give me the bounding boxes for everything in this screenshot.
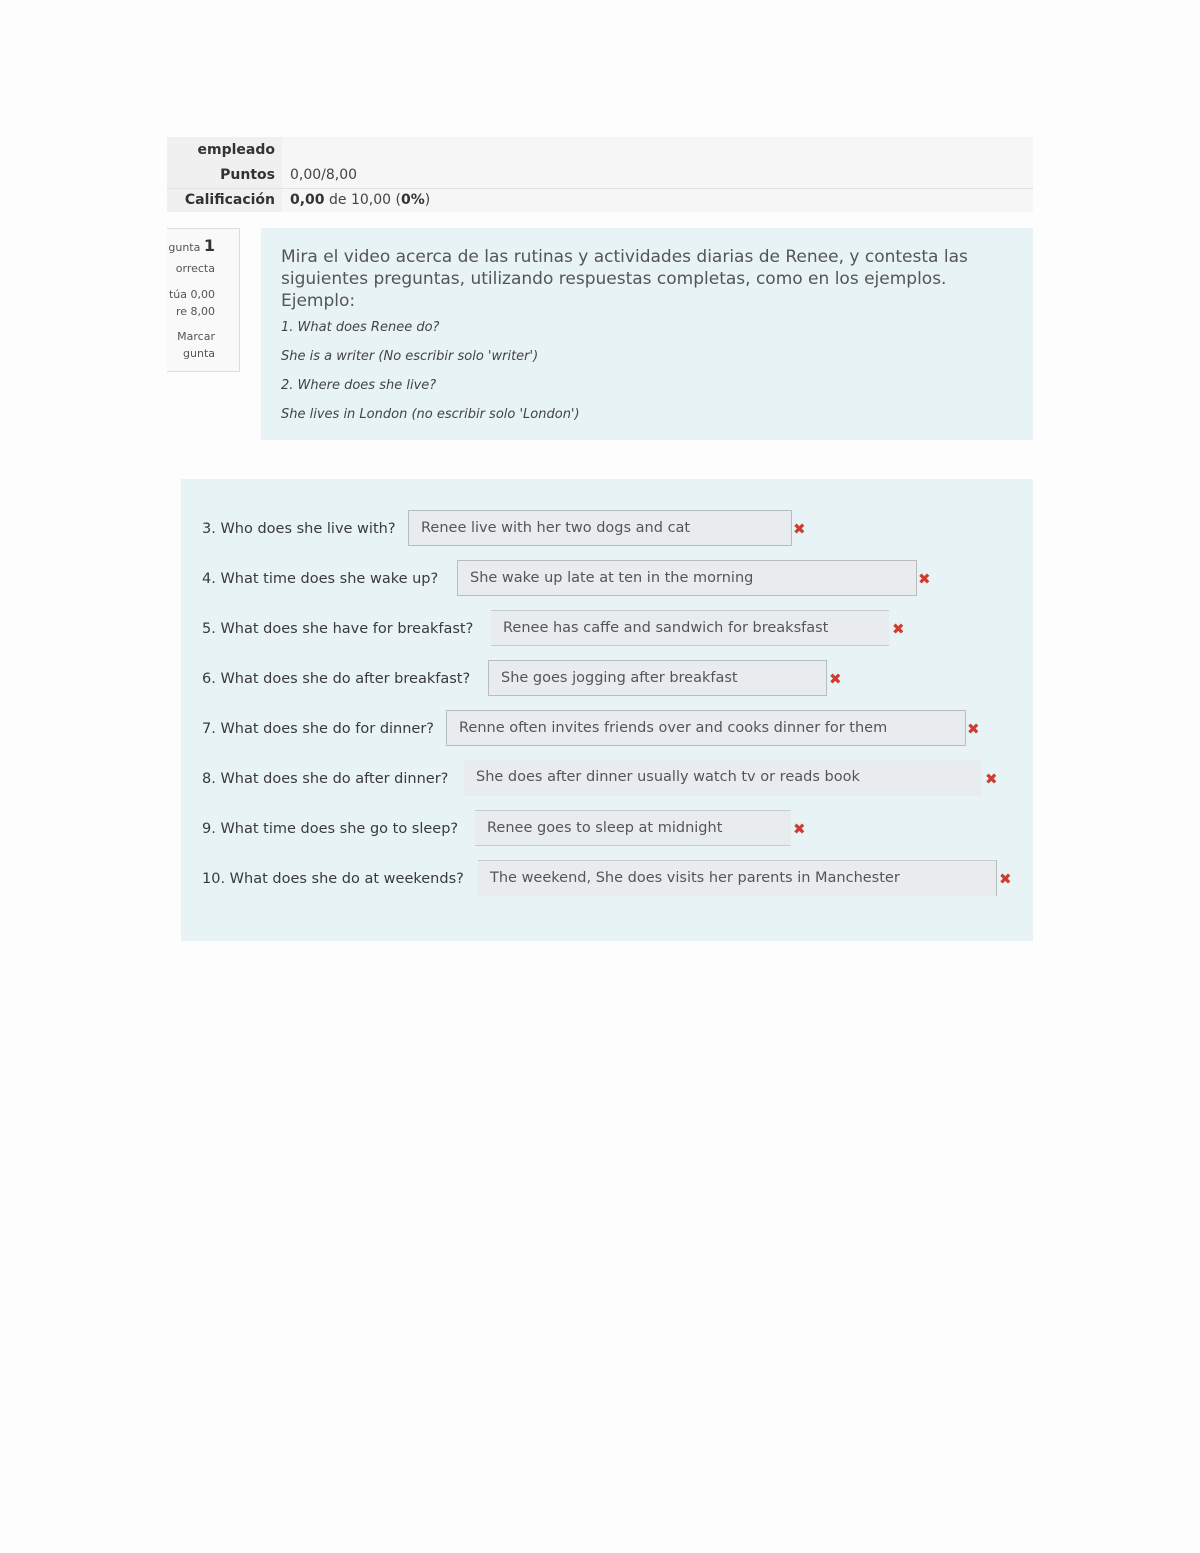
question-label: 4. What time does she wake up? [202,571,439,587]
question-score-line1: túa 0,00 [168,288,215,301]
instructions-text: Mira el video acerca de las rutinas y actividades diarias de Renee, y contesta las siguientes preguntas, utilizando respuestas completas, como en los ejemplos. Ejemplo: [281,247,968,311]
summary-label: Puntos [220,167,275,183]
question-label: 10. What does she do at weekends? [202,871,464,887]
grade-close: ) [424,192,431,208]
answer-field-6[interactable]: She goes jogging after breakfast [488,660,827,696]
example-question-2: 2. Where does she live? [281,378,437,393]
question-info-panel [167,228,240,372]
question-label: 6. What does she do after breakfast? [202,671,471,687]
summary-row-points [167,163,1033,187]
question-status: orrecta [175,262,215,275]
answer-field-3[interactable]: Renee live with her two dogs and cat [408,510,792,546]
cross-icon: ✖ [829,670,842,688]
question-prefix: gunta [168,241,201,254]
grade-percent: 0% [400,192,425,208]
flag-question-link[interactable]: Marcar [177,330,215,343]
cross-icon: ✖ [892,620,905,638]
cross-icon: ✖ [793,820,806,838]
summary-label: Calificación [184,192,275,208]
grade-out-of: de 10,00 ( [324,192,401,208]
answer-field-4[interactable]: She wake up late at ten in the morning [457,560,917,596]
question-number: 1 [203,236,215,255]
grade-score: 0,00 [290,192,325,208]
summary-row-employee [167,138,1033,162]
question-score-line2: re 8,00 [175,305,215,318]
points-value: 0,00/8,00 [290,167,358,183]
question-label: 7. What does she do for dinner? [202,721,435,737]
answer-field-10[interactable]: The weekend, She does visits her parents in Manchester [478,860,997,896]
cross-icon: ✖ [918,570,931,588]
answers-panel [181,479,1033,941]
question-heading [168,236,215,255]
cross-icon: ✖ [967,720,980,738]
example-answer-1: She is a writer (No escribir solo 'writer') [281,349,539,364]
flag-question-link-line2[interactable]: gunta [183,347,215,360]
question-label: 8. What does she do after dinner? [202,771,449,787]
question-label: 3. Who does she live with? [202,521,396,537]
example-question-1: 1. What does Renee do? [281,320,440,335]
summary-label: empleado [197,142,275,158]
question-instructions [261,228,1033,440]
grade-value [290,188,430,212]
answer-field-9[interactable]: Renee goes to sleep at midnight [475,810,791,846]
summary-row-grade [167,188,1033,212]
answer-field-5[interactable]: Renee has caffe and sandwich for breaksfast [491,610,889,646]
cross-icon: ✖ [985,770,998,788]
cross-icon: ✖ [793,520,806,538]
answer-field-7[interactable]: Renne often invites friends over and cooks dinner for them [446,710,966,746]
example-answer-2: She lives in London (no escribir solo 'London') [281,407,580,422]
answer-field-8[interactable]: She does after dinner usually watch tv or reads book [464,760,982,796]
cross-icon: ✖ [999,870,1012,888]
question-label: 9. What time does she go to sleep? [202,821,459,837]
question-label: 5. What does she have for breakfast? [202,621,474,637]
attempt-summary-table [167,137,1033,212]
